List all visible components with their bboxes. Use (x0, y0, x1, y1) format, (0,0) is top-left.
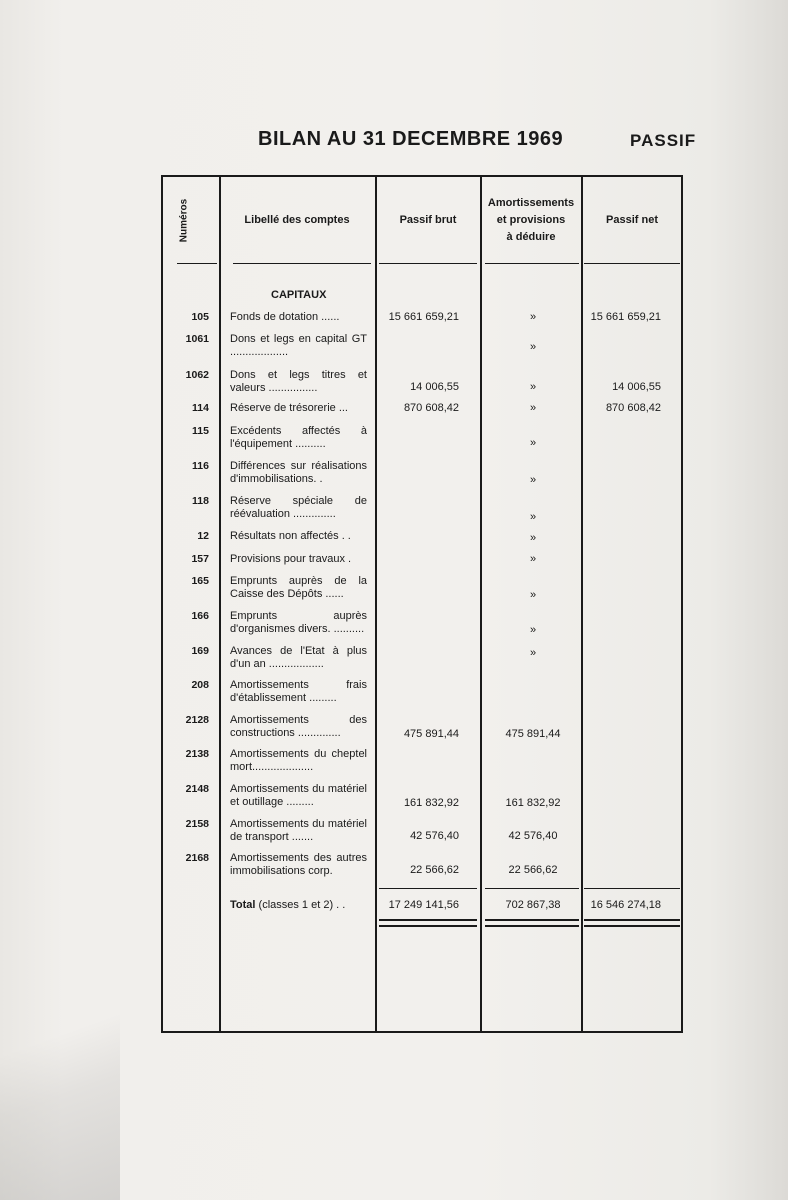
total-double-rule (485, 925, 579, 927)
section-heading: CAPITAUX (271, 289, 327, 301)
page-title: BILAN AU 31 DECEMBRE 1969 (258, 128, 564, 150)
header-rule (177, 263, 217, 264)
total-rule (379, 888, 477, 889)
balance-table: Numéros Libellé des comptes Passif brut Amortissements et provisions à déduire Passif net CAPITAUX 105 Fonds de dotation ...... 15 661 659,21 » 15 661 659,21 1061 Dons et legs en capital GT ................... » 1062 Dons et legs titres et valeurs ................ 14 006,55 » 14 006,55 114 Réserve de trésorerie ... 870 608,42 » 870 608,42 115 Excédents affectés à l'équipement .......... » 116 Différences sur réalisations d'immobilisations. . » 118 Réserve spéciale de réévaluation .............. » 12 Résultats non affectés . . » 157 Provisions pour travaux . » 165 Emprunts auprès de la Caisse des Dépôts ...... » 166 Emprunts auprès d'organismes divers. .......... » 169 Avances de l'Etat à plus d'un an .................. » 208 Amortissements frais d'établissement ......... 2128 Amortissements des constructions .............. 475 891,44 475 891,44 2138 Amortissements du cheptel mort.................... 2148 Amortissements du matériel et outillage ......... 161 832,92 161 832,92 2158 Amortissements du matériel de transport ....... 42 576,40 42 576,40 2168 Amortissements des autres immobilisations corp. 22 566,62 22 566,62 Total (classes 1 et 2) . . 17 249 141,56 702 867,38 16 546 274,18 (161, 175, 683, 1033)
page-shadow (0, 930, 120, 1200)
header-passif-brut: Passif brut (399, 214, 457, 226)
header-rule (485, 263, 579, 264)
total-rule (584, 888, 680, 889)
balance-side-label: PASSIF (630, 131, 697, 150)
column-rule (480, 177, 482, 1031)
header-amortissements: Amortissements et provisions à déduire (487, 197, 575, 243)
header-numeros: Numéros (178, 198, 190, 243)
header-passif-net: Passif net (606, 214, 658, 226)
total-double-rule (584, 925, 680, 927)
total-rule (485, 888, 579, 889)
total-double-rule (584, 919, 680, 921)
column-rule (219, 177, 221, 1031)
header-rule (379, 263, 477, 264)
total-double-rule (485, 919, 579, 921)
header-rule (233, 263, 371, 264)
header-rule (584, 263, 680, 264)
total-double-rule (379, 925, 477, 927)
header-libelle: Libellé des comptes (244, 214, 350, 226)
total-double-rule (379, 919, 477, 921)
